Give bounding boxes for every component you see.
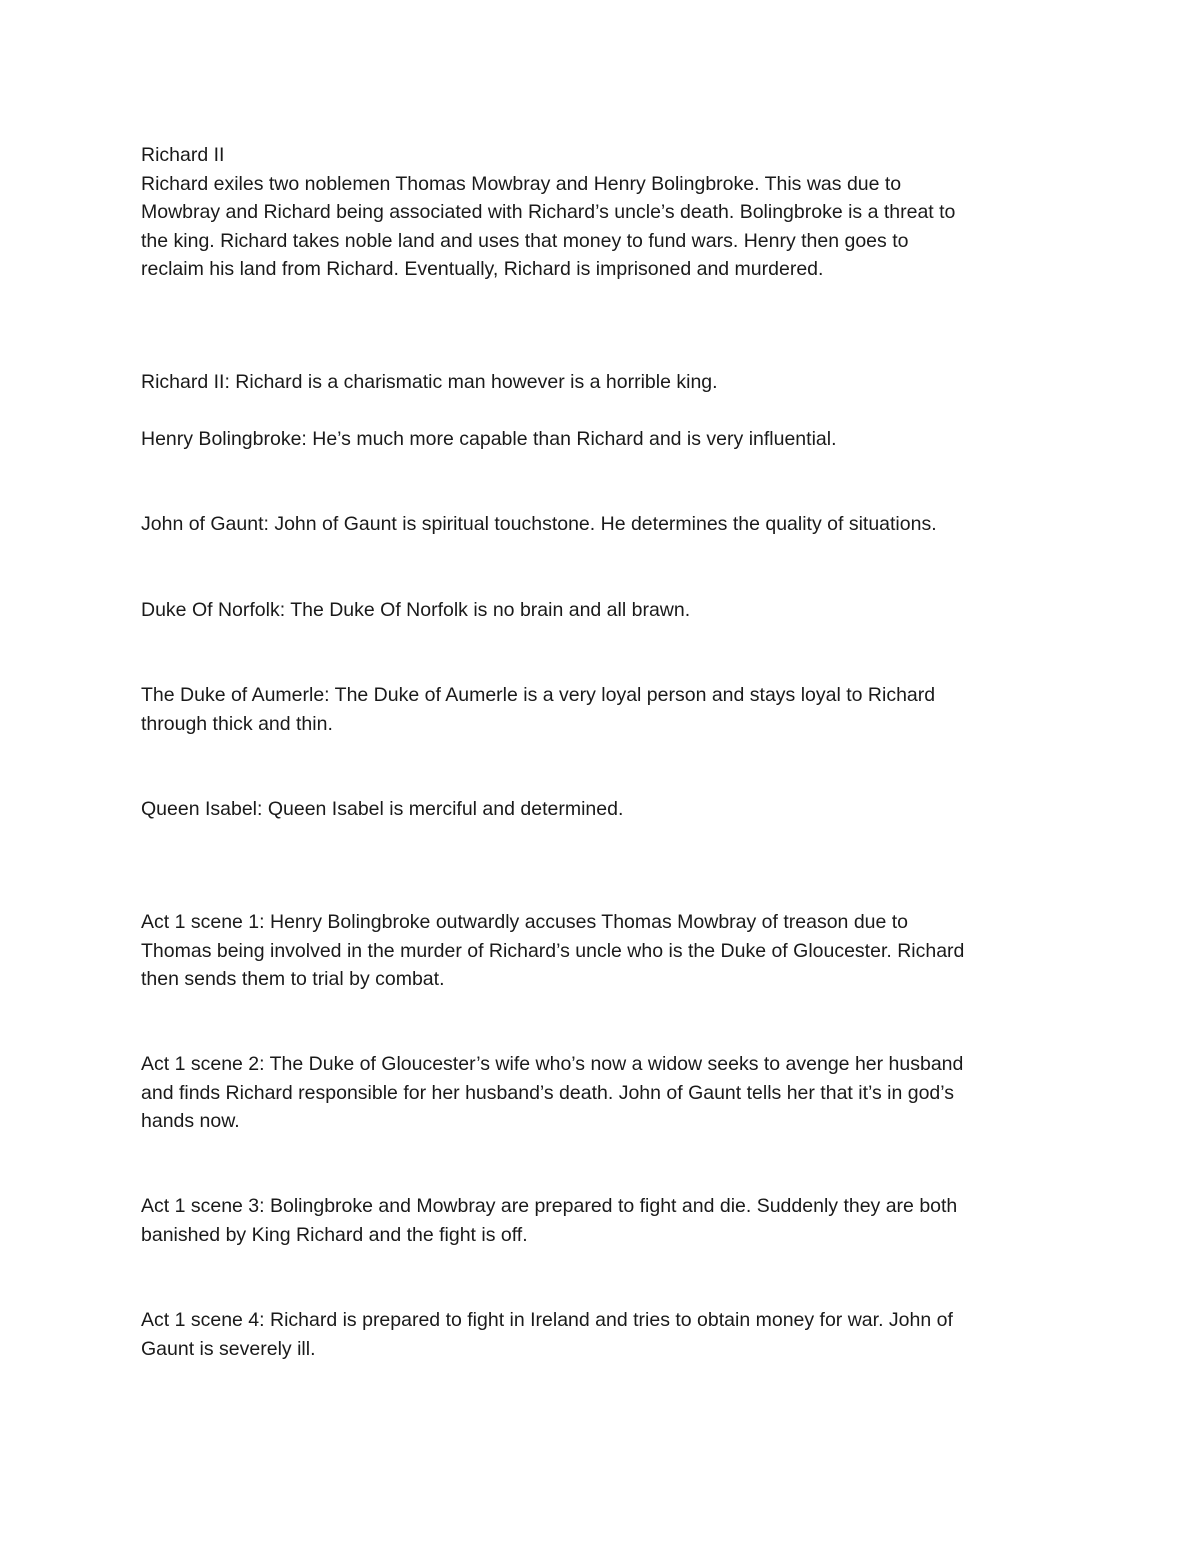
character-description: Henry Bolingbroke: He’s much more capable than Richard and is very influential. xyxy=(141,428,837,450)
character-description: John of Gaunt: John of Gaunt is spiritual touchstone. He determines the quality of situations. xyxy=(141,513,937,535)
character-norfolk xyxy=(141,596,1071,625)
character-bolingbroke xyxy=(141,425,1071,454)
character-description: Richard II: Richard is a charismatic man however is a horrible king. xyxy=(141,371,718,393)
scene-summary-line: Act 1 scene 4: Richard is prepared to fight in Ireland and tries to obtain money for war. John of xyxy=(141,1309,953,1331)
scene-act1-scene1 xyxy=(141,908,1071,994)
character-description: The Duke of Aumerle: The Duke of Aumerle is a very loyal person and stays loyal to Richard xyxy=(141,684,936,706)
scene-summary-line: Act 1 scene 1: Henry Bolingbroke outwardly accuses Thomas Mowbray of treason due to xyxy=(141,911,909,933)
summary-line: reclaim his land from Richard. Eventually, Richard is imprisoned and murdered. xyxy=(141,258,824,281)
scene-summary-line: then sends them to trial by combat. xyxy=(141,968,445,991)
scene-summary-line: Thomas being involved in the murder of Richard’s uncle who is the Duke of Gloucester. Richard xyxy=(141,939,965,962)
character-aumerle xyxy=(141,681,1071,738)
character-description: Queen Isabel: Queen Isabel is merciful and determined. xyxy=(141,798,624,820)
scene-act1-scene3 xyxy=(141,1192,1071,1249)
summary-line: Richard exiles two noblemen Thomas Mowbray and Henry Bolingbroke. This was due to xyxy=(141,172,902,195)
scene-act1-scene4 xyxy=(141,1306,1071,1363)
scene-summary-line: Act 1 scene 3: Bolingbroke and Mowbray are prepared to fight and die. Suddenly they are both xyxy=(141,1195,958,1217)
character-richard xyxy=(141,368,1071,397)
scene-act1-scene2 xyxy=(141,1050,1071,1136)
character-isabel xyxy=(141,795,1071,824)
summary-line: Mowbray and Richard being associated with Richard’s uncle’s death. Bolingbroke is a threat to xyxy=(141,201,956,224)
scene-summary-line: hands now. xyxy=(141,1110,240,1133)
scene-summary-line: banished by King Richard and the fight is off. xyxy=(141,1223,528,1246)
document-title: Richard II xyxy=(141,144,225,166)
intro-section xyxy=(141,141,1071,284)
summary-line: the king. Richard takes noble land and uses that money to fund wars. Henry then goes to xyxy=(141,229,909,252)
character-gaunt xyxy=(141,510,1071,539)
scene-summary-line: Act 1 scene 2: The Duke of Gloucester’s wife who’s now a widow seeks to avenge her husband xyxy=(141,1053,964,1075)
character-description: through thick and thin. xyxy=(141,712,333,735)
scene-summary-line: Gaunt is severely ill. xyxy=(141,1337,316,1360)
scene-summary-line: and finds Richard responsible for her husband’s death. John of Gaunt tells her that it’s in god’s xyxy=(141,1081,955,1104)
character-description: Duke Of Norfolk: The Duke Of Norfolk is no brain and all brawn. xyxy=(141,599,691,621)
